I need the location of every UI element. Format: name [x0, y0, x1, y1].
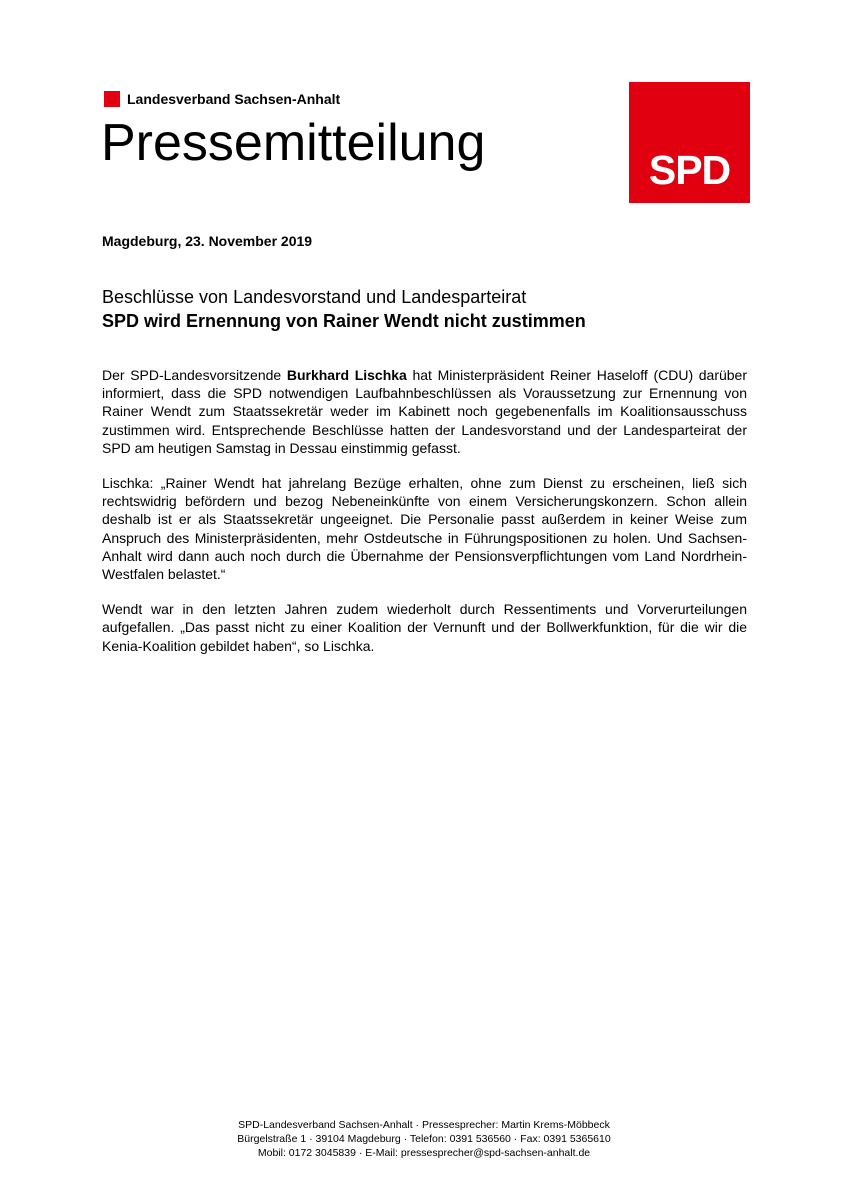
- footer-line-2: Bürgelstraße 1 · 39104 Magdeburg · Telefon: 0391 536560 · Fax: 0391 5365610: [237, 1133, 611, 1145]
- paragraph-2: Lischka: „Rainer Wendt hat jahrelang Bezüge erhalten, ohne zum Dienst zu erscheinen, ließ sich rechtswidrig befördern und bezog Nebeneinkünfte von einem Versicherungskonzern. Schon allein deshalb ist er als Staatssekretär ungeeignet. Die Personalie passt außerdem in keiner Weise zum Anspruch des Ministerpräsidenten, mehr Ostdeutsche in Führungspositionen zu holen. Und Sachsen-Anhalt wird dann auch noch durch die Übernahme der Pensionsverpflichtungen vom Land Nordrhein-Westfalen belastet.“: [102, 475, 747, 583]
- footer-line-3: Mobil: 0172 3045839 · E-Mail: pressesprecher@spd-sachsen-anhalt.de: [257, 1147, 591, 1159]
- date-line: Magdeburg, 23. November 2019: [102, 233, 313, 249]
- spd-logo: [629, 82, 750, 203]
- organization-name: Landesverband Sachsen-Anhalt: [127, 91, 341, 107]
- speaker-name: Burkhard Lischka: [286, 367, 407, 383]
- paragraph-1-start: Der SPD-Landesvorsitzende: [102, 367, 287, 383]
- footer-line-1: SPD-Landesverband Sachsen-Anhalt · Pressesprecher: Martin Krems-Möbbeck: [238, 1119, 610, 1131]
- organization-line: [104, 90, 340, 108]
- paragraph-3: Wendt war in den letzten Jahren zudem wiederholt durch Ressentiments und Vorverurteilungen aufgefallen. „Das passt nicht zu einer Koalition der Vernunft und der Bollwerkfunktion, für die wir die Kenia-Koalition gebildet haben“, so Lischka.: [102, 601, 747, 654]
- document-type-title: Pressemitteilung: [101, 114, 486, 172]
- headline-subtitle: Beschlüsse von Landesvorstand und Landesparteirat: [102, 287, 527, 307]
- paragraph-1-rest: hat Ministerpräsident Reiner Haseloff (CDU) darüber informiert, dass die SPD notwendigen Laufbahnbeschlüssen als Voraussetzung zur Ernennung von Rainer Wendt zum Staatssekretär weder im Kabinett noch gegebenenfalls im Koalitionsausschuss zustimmen wird. Entsprechende Beschlüsse hatten der Landesvorstand und der Landesparteirat der SPD am heutigen Samstag in Dessau einstimmig gefasst.: [102, 367, 748, 456]
- press-release-body: [102, 366, 747, 672]
- footer-contact: [0, 1118, 848, 1160]
- headline-title: SPD wird Ernennung von Rainer Wendt nicht zustimmen: [102, 311, 586, 331]
- spd-logo-text: SPD: [648, 147, 731, 193]
- paragraph-1: [102, 366, 747, 457]
- red-square-icon: [104, 91, 120, 107]
